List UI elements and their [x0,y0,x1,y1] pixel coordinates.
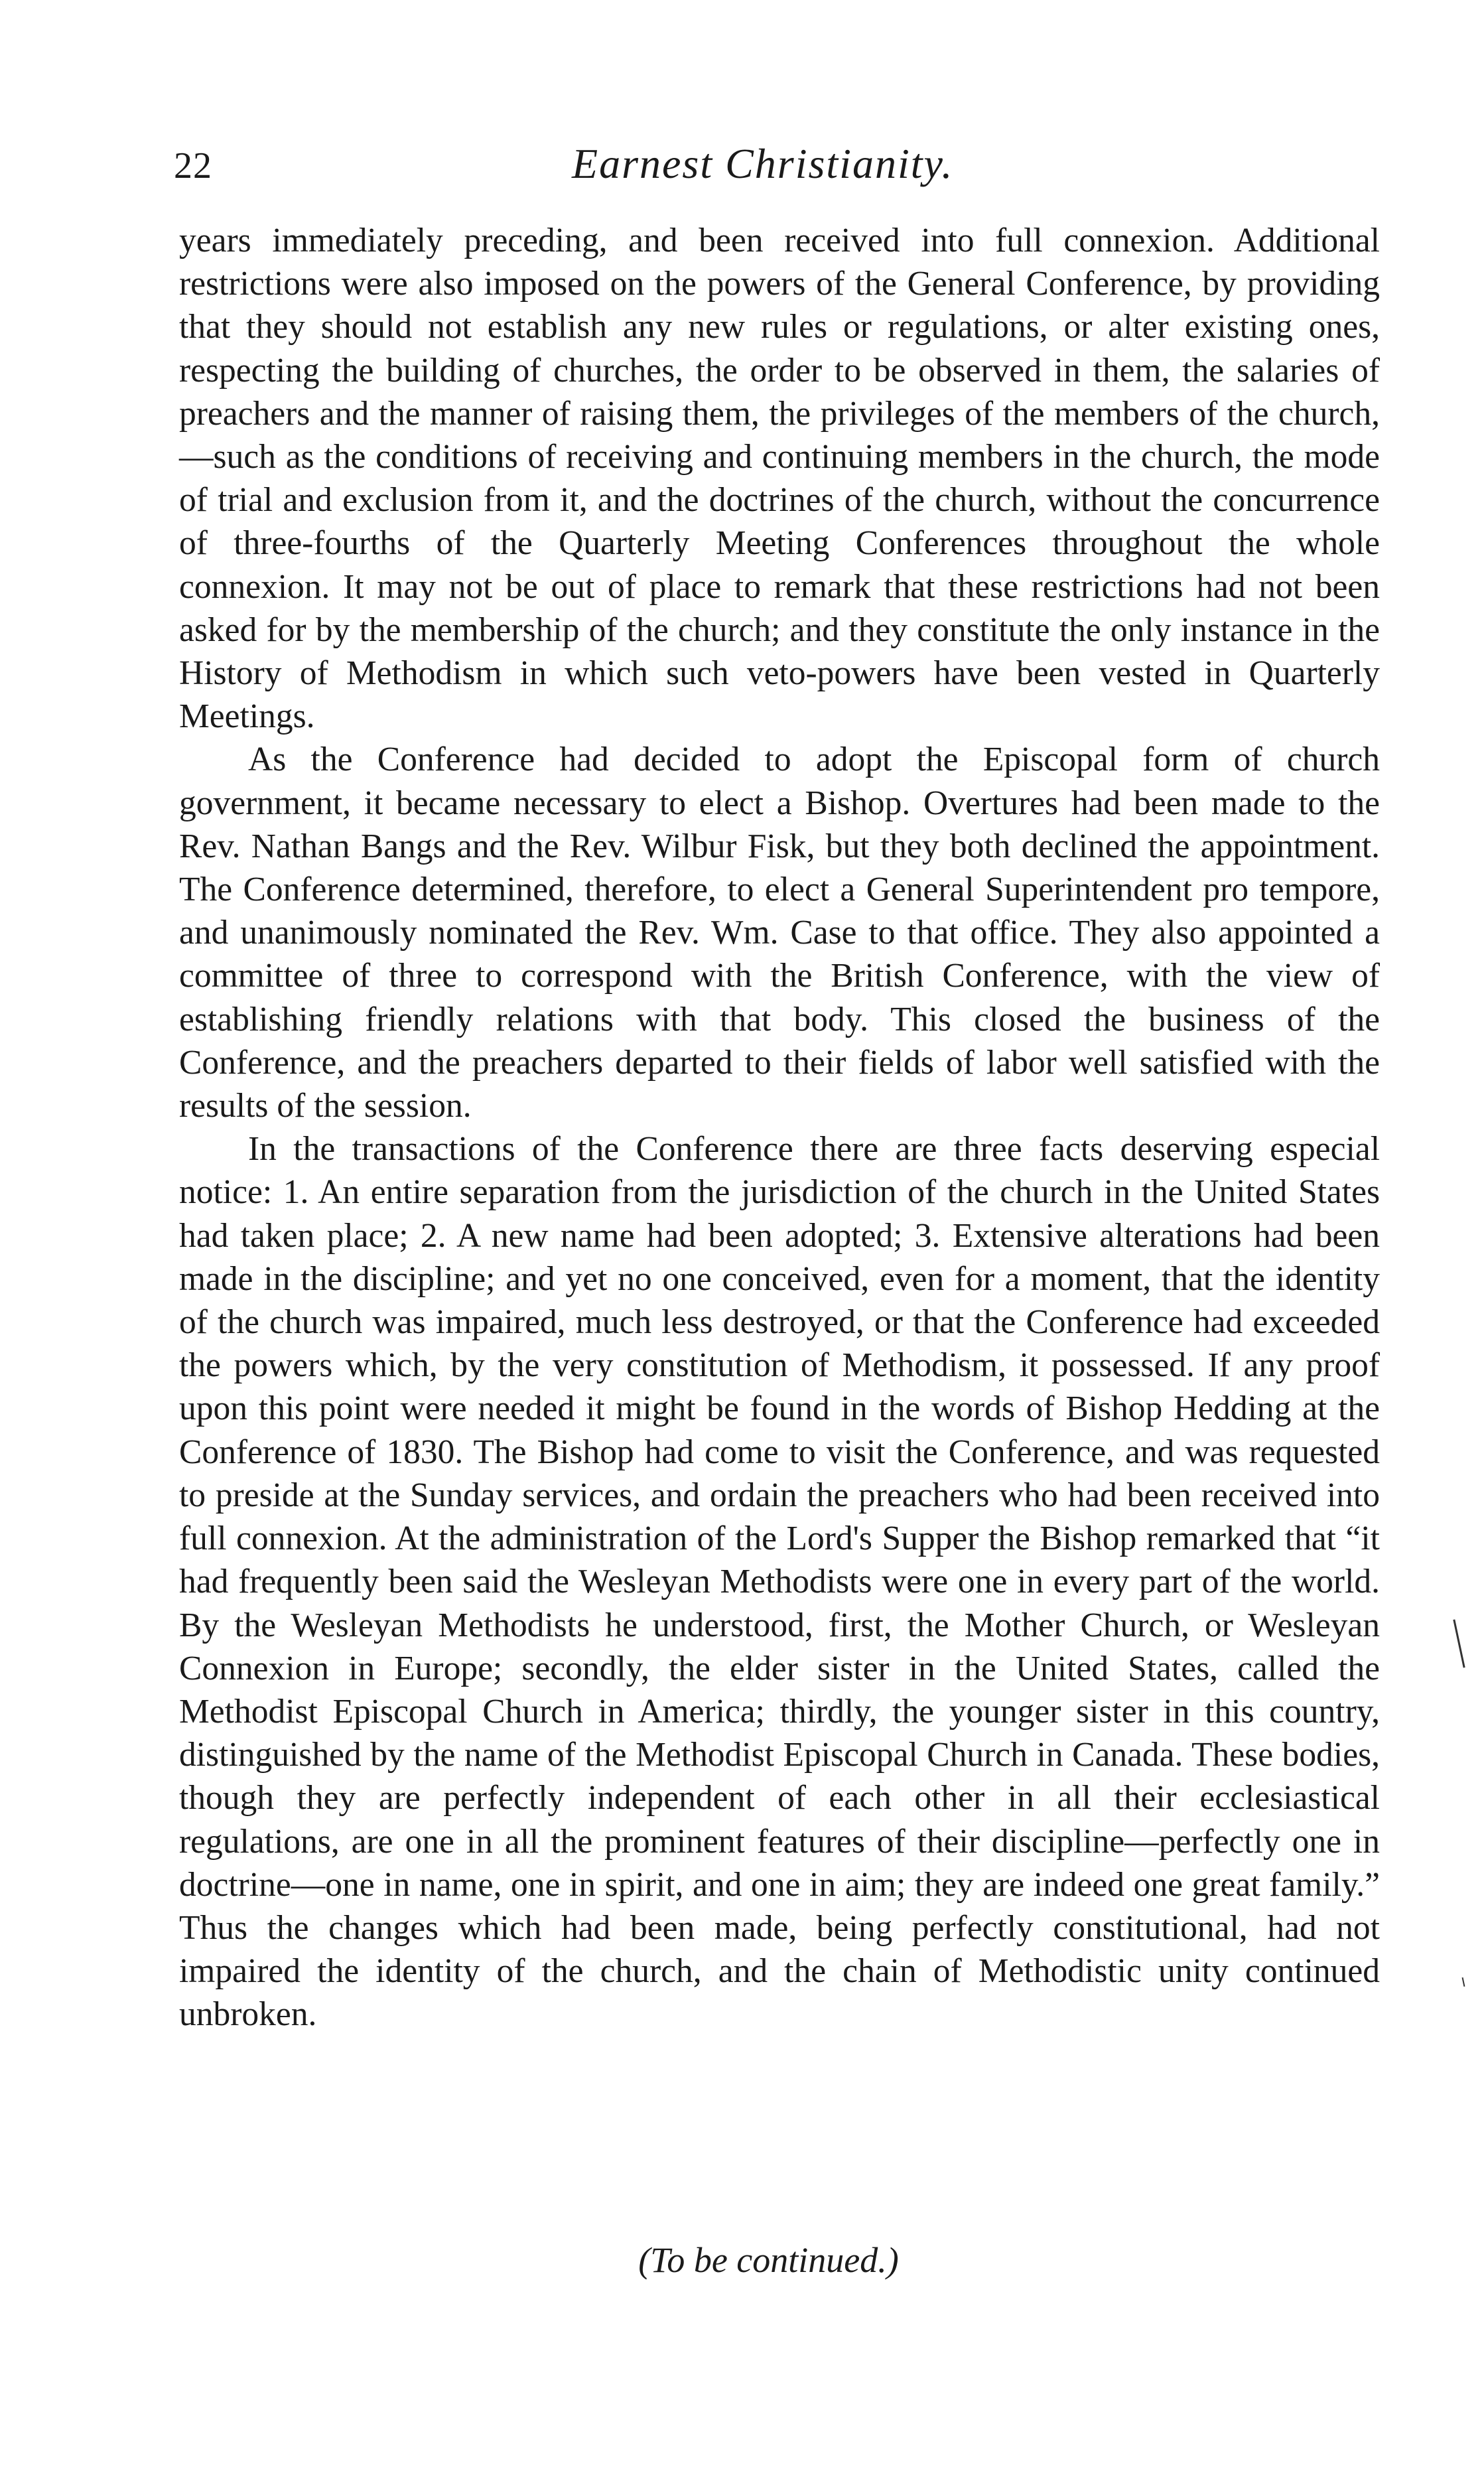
running-title: Earnest Christianity. [572,140,954,187]
margin-pencil-mark [1462,1977,1465,1987]
paragraph-3: In the transactions of the Conference there are three facts deserving especial notice: 1. An entire separation from the jurisdiction of the church in the United States had taken place; 2. A new name had been adopted; 3. Extensive alterations had been made in the discipline; and yet no one conceived, even for a moment, that the identity of the church was impaired, much less destroyed, or that the Conference had exceeded the powers which, by the very constitution of Methodism, it possessed. If any proof upon this point were needed it might be found in the words of Bishop Hedding at the Conference of 1830. The Bishop had come to visit the Conference, and was requested to preside at the Sunday services, and ordain the preachers who had been received into full connexion. At the administration of the Lord's Supper the Bishop remarked that “it had frequently been said the Wesleyan Methodists were one in every part of the world. By the Wesleyan Methodists he understood, first, the Mother Church, or Wesleyan Connexion in Europe; secondly, the elder sister in the United States, called the Methodist Episcopal Church in America; thirdly, the younger sister in this country, distinguished by the name of the Methodist Episcopal Church in Canada. These bodies, though they are perfectly independent of each other in all their ecclesiastical regulations, are one in all the prominent features of their discipline—perfectly one in doctrine—one in name, one in spirit, and one in aim; they are indeed one great family.” Thus the changes which had been made, being perfectly constitutional, had not impaired the identity of the church, and the chain of Methodistic unity continued unbroken. [179,1130,1380,2034]
margin-pencil-mark [1453,1619,1465,1667]
continued-label: (To be continued.) [638,2240,899,2280]
paragraph-2: As the Conference had decided to adopt the Episcopal form of church government, it became necessary to elect a Bishop. Overtures had been made to the Rev. Nathan Bangs and the Rev. Wilbur Fisk, but they both declined the appointment. The Conference determined, therefore, to elect a General Superintendent pro tempore, and unanimously nominated the Rev. Wm. Case to that office. They also appointed a committee of three to correspond with the British Conference, with the view of establishing friendly relations with that body. This closed the business of the Conference, and the preachers departed to their fields of labor well satisfied with the results of the session. [179,741,1380,1125]
to-be-continued-note [0,2239,1484,2281]
paragraph-1: years immediately preceding, and been received into full connexion. Additional restrictions were also imposed on the powers of the General Conference, by providing that they should not establish any new rules or regulations, or alter existing ones, respecting the building of churches, the order to be observed in them, the salaries of preachers and the manner of raising them, the privileges of the members of the church,—such as the conditions of receiving and continuing members in the church, the mode of trial and exclusion from it, and the doctrines of the church, without the concurrence of three-fourths of the Quarterly Meeting Conferences throughout the whole connexion. It may not be out of place to remark that these restrictions had not been asked for by the membership of the church; and they constitute the only instance in the History of Methodism in which such veto-powers have been vested in Quarterly Meetings. [179,222,1380,736]
page-number: 22 [174,145,212,186]
body-text [179,219,1380,2036]
